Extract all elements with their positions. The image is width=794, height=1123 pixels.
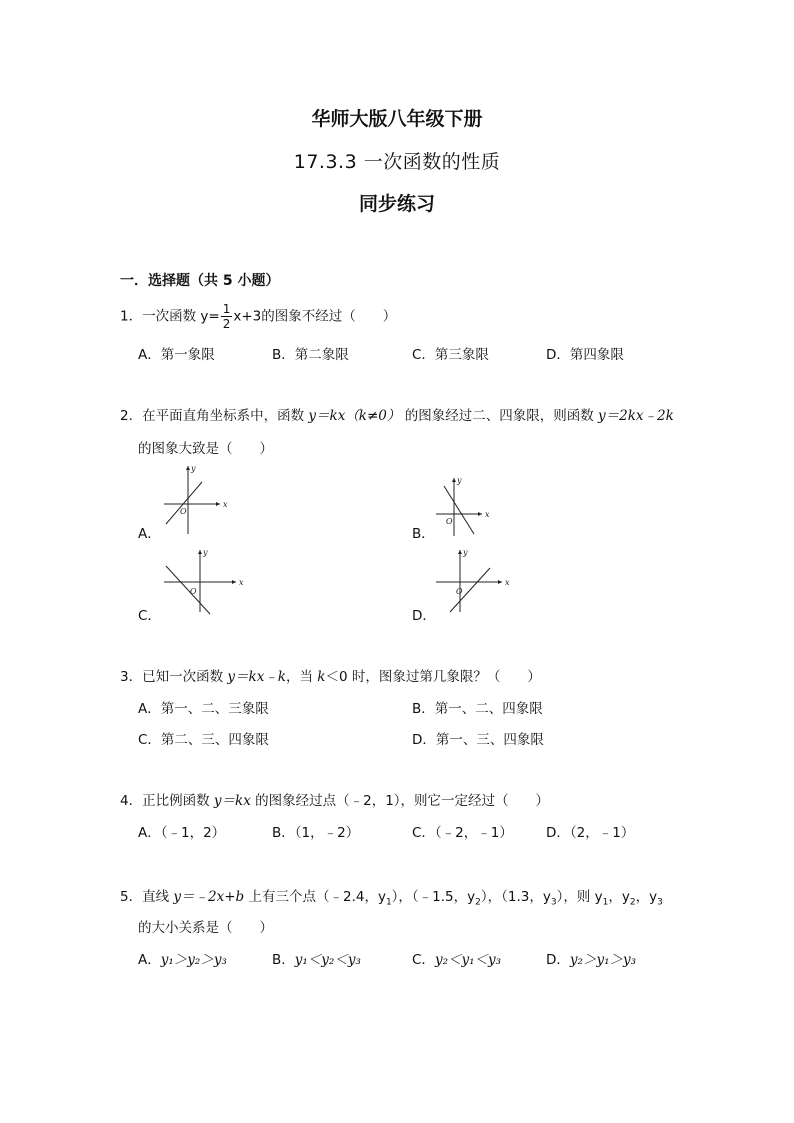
q5-option-b-expr: y₁＜y₂＜y₃ bbox=[294, 952, 361, 968]
section-heading: 一．选择题（共 5 小题） bbox=[120, 273, 280, 289]
function-line bbox=[444, 486, 474, 534]
x-axis-arrow bbox=[232, 580, 236, 584]
q2-expr-target: y＝2kx﹣2k bbox=[598, 408, 674, 424]
q5-option-a-label: A． bbox=[138, 952, 161, 968]
q2-option-d-graph[interactable] bbox=[432, 546, 514, 616]
q5-text-e: ），（1.3，y bbox=[480, 889, 551, 905]
q2-text-c: 的图象经过二、四象限，则函数 bbox=[400, 408, 598, 424]
q4-text-c: 的图象经过点（﹣2，1），则它一定经过（ ） bbox=[250, 793, 550, 809]
q5-sub-2: 2 bbox=[475, 897, 481, 908]
q5-option-d[interactable] bbox=[546, 948, 636, 968]
doc-subtitle-practice: 同步练习 bbox=[358, 193, 435, 215]
doc-title: 华师大版八年级下册 bbox=[311, 108, 483, 130]
q5-sub-3: 3 bbox=[550, 897, 557, 908]
question-2-line1 bbox=[120, 404, 674, 424]
x-axis-arrow bbox=[498, 580, 502, 584]
q2-option-d-label[interactable]: D． bbox=[412, 608, 436, 624]
q3-option-a[interactable]: A．第一、二、三象限 bbox=[138, 701, 269, 717]
q5-option-c-expr: y₂＜y₁＜y₃ bbox=[434, 952, 502, 968]
y-axis-label: y bbox=[457, 476, 462, 485]
question-5-line1 bbox=[120, 885, 663, 908]
q2-expr-given: y＝kx（k≠0） bbox=[308, 408, 401, 424]
q4-option-b[interactable]: B．（1，﹣2） bbox=[272, 825, 360, 841]
q3-option-c[interactable]: C．第二、三、四象限 bbox=[138, 732, 269, 748]
x-axis-arrow bbox=[478, 512, 482, 516]
q1-prefix: 1．一次函数 y= bbox=[120, 308, 220, 325]
q1-option-d[interactable]: D．第四象限 bbox=[546, 347, 624, 363]
q1-option-c[interactable]: C．第三象限 bbox=[412, 347, 489, 363]
question-1 bbox=[120, 302, 396, 331]
q5-sub-3b: 3 bbox=[657, 897, 663, 908]
q5-text-c: 上有三个点（﹣2.4，y bbox=[244, 889, 386, 905]
function-line bbox=[166, 566, 210, 614]
y-axis-arrow bbox=[198, 550, 202, 554]
q4-option-c[interactable]: C．（﹣2，﹣1） bbox=[412, 825, 513, 841]
q3-option-b[interactable]: B．第一、二、四象限 bbox=[412, 701, 543, 717]
q5-text-a: 5．直线 bbox=[120, 889, 174, 905]
x-axis-arrow bbox=[216, 502, 220, 506]
q2-option-b-graph[interactable] bbox=[432, 474, 498, 538]
q4-text-a: 4．正比例函数 bbox=[120, 793, 214, 809]
q2-text-a: 2．在平面直角坐标系中，函数 bbox=[120, 408, 309, 424]
y-axis-label: y bbox=[463, 548, 468, 557]
q3-text-e: ＜0 时，图象过第几象限？（ ） bbox=[325, 669, 541, 685]
q4-option-a[interactable]: A．（﹣1，2） bbox=[138, 825, 226, 841]
y-axis-label: y bbox=[191, 464, 196, 473]
q5-option-c-label: C． bbox=[412, 952, 435, 968]
q5-option-b[interactable] bbox=[272, 948, 361, 968]
q5-option-b-label: B． bbox=[272, 952, 295, 968]
q3-text-a: 3．已知一次函数 bbox=[120, 669, 228, 685]
function-line bbox=[166, 482, 202, 524]
q4-expr: y＝kx bbox=[213, 793, 251, 809]
origin-label: O bbox=[190, 587, 197, 596]
origin-label: O bbox=[456, 587, 463, 596]
q5-option-a-expr: y₁＞y₂＞y₃ bbox=[160, 952, 227, 968]
y-axis-arrow bbox=[452, 478, 456, 482]
q5-sub-2b: 2 bbox=[629, 897, 636, 908]
q3-option-d[interactable]: D．第一、三、四象限 bbox=[412, 732, 544, 748]
doc-subtitle: 17.3.3 一次函数的性质 bbox=[293, 151, 501, 173]
q5-option-d-label: D． bbox=[546, 952, 570, 968]
y-axis-arrow bbox=[458, 550, 462, 554]
q5-text-f: ），则 y bbox=[556, 889, 603, 905]
q3-text-c: ，当 bbox=[286, 669, 318, 685]
q4-option-d[interactable]: D．（2，﹣1） bbox=[546, 825, 635, 841]
q5-option-d-expr: y₂＞y₁＞y₃ bbox=[569, 952, 637, 968]
question-5-line2: 的大小关系是（ ） bbox=[138, 920, 273, 936]
question-4 bbox=[120, 789, 549, 809]
q1-fraction-denominator: 2 bbox=[222, 317, 231, 331]
q3-expr: y＝kx﹣k bbox=[227, 669, 286, 685]
q5-option-a[interactable] bbox=[138, 948, 227, 968]
x-axis-label: x bbox=[223, 500, 228, 509]
q5-text-d: ），（﹣1.5，y bbox=[391, 889, 476, 905]
origin-label: O bbox=[180, 507, 187, 516]
q3-var-k: k bbox=[317, 669, 326, 685]
origin-label: O bbox=[446, 517, 453, 526]
q2-option-a-label[interactable]: A． bbox=[138, 526, 161, 542]
q1-option-b[interactable]: B．第二象限 bbox=[272, 347, 349, 363]
q5-expr: y＝﹣2x+b bbox=[173, 889, 245, 905]
q5-sub-1b: 1 bbox=[602, 897, 609, 908]
q5-text-h: ，y bbox=[635, 889, 658, 905]
y-axis-label: y bbox=[203, 548, 208, 557]
question-2-line2: 的图象大致是（ ） bbox=[138, 441, 273, 457]
y-axis-arrow bbox=[186, 466, 190, 470]
q5-option-c[interactable] bbox=[412, 948, 501, 968]
x-axis-label: x bbox=[485, 510, 490, 519]
q1-option-a[interactable]: A．第一象限 bbox=[138, 347, 215, 363]
q2-option-c-label[interactable]: C． bbox=[138, 608, 161, 624]
q1-fraction-numerator: 1 bbox=[222, 302, 231, 316]
x-axis-label: x bbox=[239, 578, 244, 587]
q2-option-a-graph[interactable] bbox=[158, 462, 238, 538]
q2-option-c-graph[interactable] bbox=[158, 546, 250, 616]
q5-sub-1: 1 bbox=[385, 897, 392, 908]
q1-fraction bbox=[221, 302, 233, 331]
x-axis-label: x bbox=[505, 578, 510, 587]
q2-option-b-label[interactable]: B． bbox=[412, 526, 435, 542]
question-3 bbox=[120, 665, 541, 685]
q1-suffix: x+3的图象不经过（ ） bbox=[233, 308, 397, 325]
q5-text-g: ，y bbox=[608, 889, 630, 905]
